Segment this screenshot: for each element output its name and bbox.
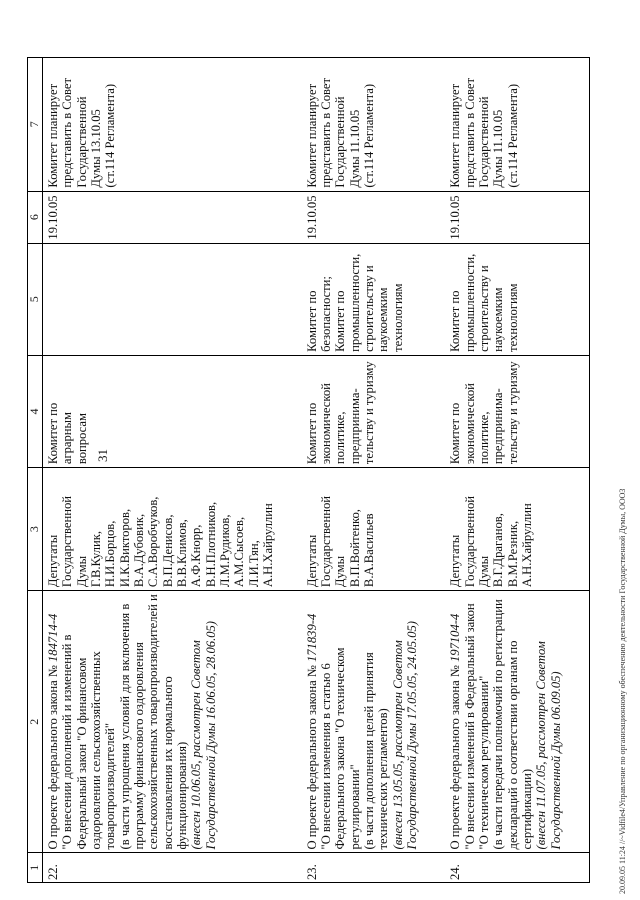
table-row [445,58,589,883]
committee-line: Комитет по [448,402,463,465]
co-committee-line: технологиям [505,283,520,352]
row-number [445,853,589,883]
date-cell [43,191,302,243]
bill-title-text: О проекте федерального закона № [448,662,463,850]
note-cell [302,58,446,192]
initiator-line: С.А.Воробчуков, [146,496,161,588]
table-row [302,58,446,883]
note-line: (ст.114 Регламента) [103,83,118,188]
note-line: представить в Совет [60,78,75,188]
initiators [302,468,446,591]
initiator-line: Н.И.Борцов, [103,520,118,588]
date-text: 19.10.05 [304,195,319,240]
co-committee-line: Комитет по [304,290,319,352]
initiator-line: В.П.Денисов, [160,514,175,588]
header-col-3: 3 [28,468,43,591]
lead-committee [43,355,302,467]
initiators [43,468,302,591]
note-line: Комитет планирует [304,83,319,188]
committee-line: политике, [333,411,348,465]
bills-table [27,57,590,883]
bill-dates: (внесен 10.06.05, рассмотрен Советом Государственной Думы 16.06.05, 28.06.05) [189,620,218,850]
co-committees [445,243,589,355]
initiator-line: А.Н.Хайруллин [519,503,534,588]
co-committee-line: промышленности, [347,253,362,352]
bill-title [448,594,462,849]
bill-number: 171839-4 [304,613,319,663]
co-committee-line: наукоемким [376,287,391,352]
co-committee-line: Комитет по [333,290,348,352]
note-line: Комитет планирует [448,83,463,188]
note-line: Государственной [476,96,491,188]
initiator-line: Думы [74,555,89,588]
bill-scope: (в части передачи полномочий по регистрации деклараций о соответствии органам по сертификации) [491,599,534,850]
co-committee-line: Комитет по [448,290,463,352]
initiator-line: А.М.Сысоев, [232,516,247,588]
bill-description [302,591,446,853]
initiator-line: А.Ф.Кнорр, [189,524,204,588]
committee-line: предпринима- [347,388,362,465]
initiators [445,468,589,591]
row-number [302,853,446,883]
note-line: Думы 11.10.05 [347,109,362,188]
initiator-line: В.М.Резник, [505,520,520,588]
initiator-line: Государственной [318,495,333,588]
initiator-line: В.П.Войтенко, [347,509,362,588]
initiator-line: В.Н.Плотников, [203,501,218,588]
bill-title [305,594,319,849]
note-line: Государственной [333,96,348,188]
note-line: (ст.114 Регламента) [505,83,520,188]
bill-scope: (в части дополнения целей принятия технических регламентов) [361,652,391,850]
table-body [43,58,590,883]
table-row [43,58,302,883]
header-col-4: 4 [28,355,43,467]
committee-line: Комитет по [46,402,60,465]
note-line: Комитет планирует [46,83,60,188]
initiator-line: Г.В.Кулик, [89,531,104,588]
header-col-2: 2 [28,591,43,853]
initiator-line: А.Н.Хайруллин [261,503,276,588]
bill-description [445,591,589,853]
committee-line: аграрным [60,412,75,465]
bill-number: 197104-4 [448,613,463,663]
co-committees [43,243,302,355]
date-cell [302,191,446,243]
initiator-line: Думы [333,555,348,588]
co-committee-line: безопасности; [318,276,333,352]
bill-scope: (в части упрощения условий для включения в программу финансового оздоровления сельскохозяйственных товаропроизводителей и восстановления их нормального функционирования) [117,594,190,850]
row-number [43,853,302,883]
initiator-line: Л.М.Рудиков, [218,514,233,588]
note-line: представить в Совет [462,78,477,188]
co-committee-line: промышленности, [462,253,477,352]
date-cell [445,191,589,243]
committee-line: тельству и туризму [361,361,376,465]
date-text: 19.10.05 [46,195,60,240]
bill-description [43,591,302,853]
lead-committee [302,355,446,467]
initiator-line: Депутаты [304,534,319,588]
initiator-line: Думы [476,555,491,588]
bill-title-text: О проекте федерального закона № [304,662,319,850]
bill-number: 184714-4 [46,613,60,663]
row-number-text: 22. [46,864,60,880]
initiator-line: Государственной [60,495,75,588]
co-committee-line: строительству и [476,265,491,352]
committee-line: экономической [462,383,477,465]
initiator-line: В.А.Васильев [361,513,376,588]
row-number-text: 23. [304,864,319,880]
committee-line: предпринима- [491,388,506,465]
lead-committee [445,355,589,467]
bill-title-text: О проекте федерального закона № [46,662,60,850]
header-col-1: 1 [28,853,43,883]
initiator-line: В.А.Дубовик, [132,513,147,588]
bill-subject: "О внесении дополнений и изменений в Федеральный закон "О финансовом оздоровлении сельскохозяйственных товаропроизводителей" [60,634,118,850]
committee-line: экономической [318,383,333,465]
committee-line: Комитет по [304,402,319,465]
co-committee-line: строительству и [361,265,376,352]
row-number-text: 24. [448,864,463,880]
committee-line: политике, [476,411,491,465]
date-text: 19.10.05 [448,195,463,240]
co-committee-line: технологиям [390,283,405,352]
initiator-line: В.Г.Драганов, [491,513,506,588]
table-header [28,58,43,883]
initiator-line: В.В.Климов, [175,519,190,588]
note-line: Думы 13.10.05 [89,109,104,188]
initiator-line: Л.И.Тян, [246,540,261,588]
bill-subject: "О внесении изменения в статью 6 Федерального закона "О техническом регулировании" [318,647,362,850]
bill-dates: (внесен 11.07.05, рассмотрен Советом Государственной Думы 06.09.05) [534,641,563,850]
bill-dates: (внесен 13.05.05, рассмотрен Советом Государственной Думы 17.05.05, 24.05.05) [390,620,419,850]
bill-title [46,594,60,849]
initiator-line: Депутаты [448,534,463,588]
committee-line: тельству и туризму [505,361,520,465]
co-committees [302,243,446,355]
initiator-line: И.К.Викторов, [117,508,132,588]
header-col-5: 5 [28,243,43,355]
committee-line: вопросам [74,413,89,465]
bill-subject: "О внесении изменений в Федеральный закон "О техническом регулировании" [462,603,491,850]
note-cell [43,58,302,192]
header-col-6: 6 [28,191,43,243]
initiator-line: Депутаты [46,534,60,588]
page-number: 31 [95,449,110,462]
initiator-line: Государственной [462,495,477,588]
note-cell [445,58,589,192]
header-col-7: 7 [28,58,43,192]
note-line: Государственной [74,96,89,188]
note-line: (ст.114 Регламента) [361,83,376,188]
note-line: представить в Совет [318,78,333,188]
note-line: Думы 11.10.05 [491,109,506,188]
footer-path: 20.09.05 11:24 //~Vidfile4/Управление по организационному обеспечению деятельности Государственной Думы, ООО3 [618,488,627,894]
co-committee-line: наукоемким [491,287,506,352]
